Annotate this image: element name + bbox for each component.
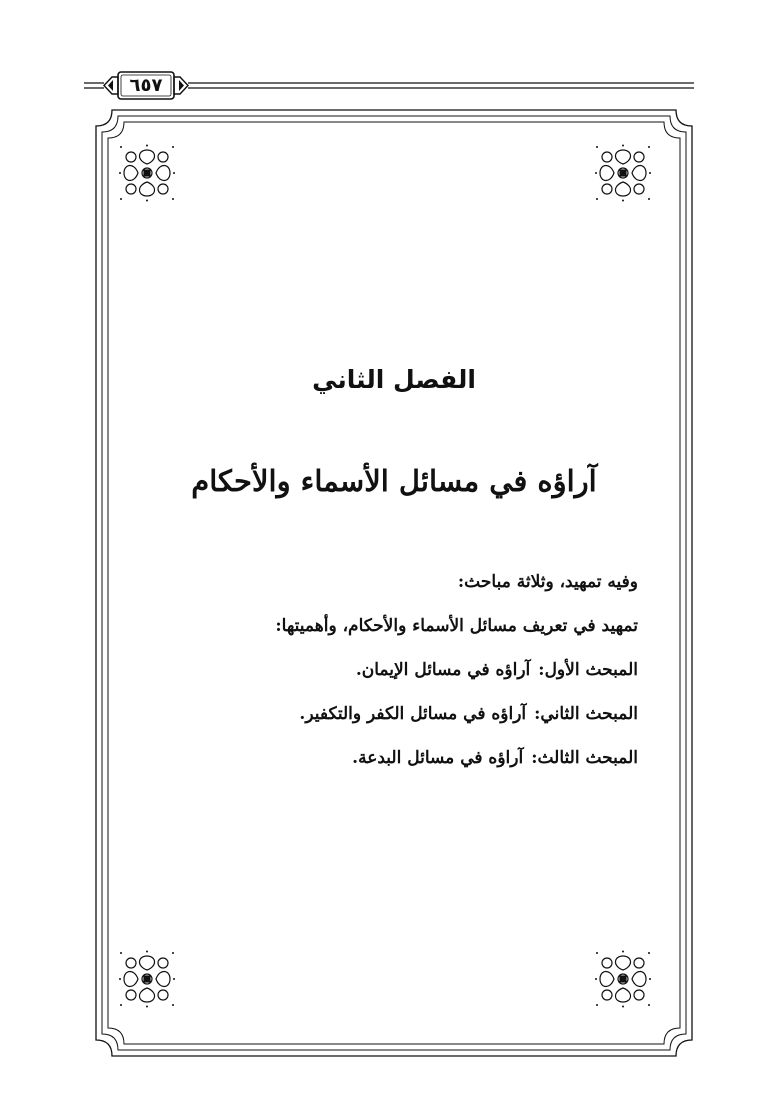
floral-ornament-icon <box>118 950 176 1008</box>
chapter-contents <box>154 560 638 780</box>
section-text: آراؤه في مسائل الإيمان. <box>355 660 531 680</box>
floral-ornament-icon <box>594 950 652 1008</box>
page-number: ٦٥٧ <box>129 75 163 96</box>
page-header <box>84 66 696 106</box>
section-text: آراؤه في مسائل الكفر والتكفير. <box>299 704 527 724</box>
section-text: آراؤه في مسائل البدعة. <box>352 748 524 768</box>
floral-ornament-icon <box>594 144 652 202</box>
section-label: المبحث الثاني: <box>534 704 638 724</box>
section-item <box>154 736 638 780</box>
contents-preface: تمهيد في تعريف مسائل الأسماء والأحكام، وأهميتها: <box>275 616 638 636</box>
section-item <box>154 648 638 692</box>
chapter-title: الفصل الثاني <box>312 365 476 394</box>
section-label: المبحث الأول: <box>538 660 638 680</box>
page-frame <box>94 108 694 1058</box>
contents-intro: وفيه تمهيد، وثلاثة مباحث: <box>457 572 638 592</box>
chapter-subtitle: آراؤه في مسائل الأسماء والأحكام <box>191 464 597 498</box>
section-item <box>154 692 638 736</box>
section-label: المبحث الثالث: <box>531 748 638 768</box>
floral-ornament-icon <box>118 144 176 202</box>
